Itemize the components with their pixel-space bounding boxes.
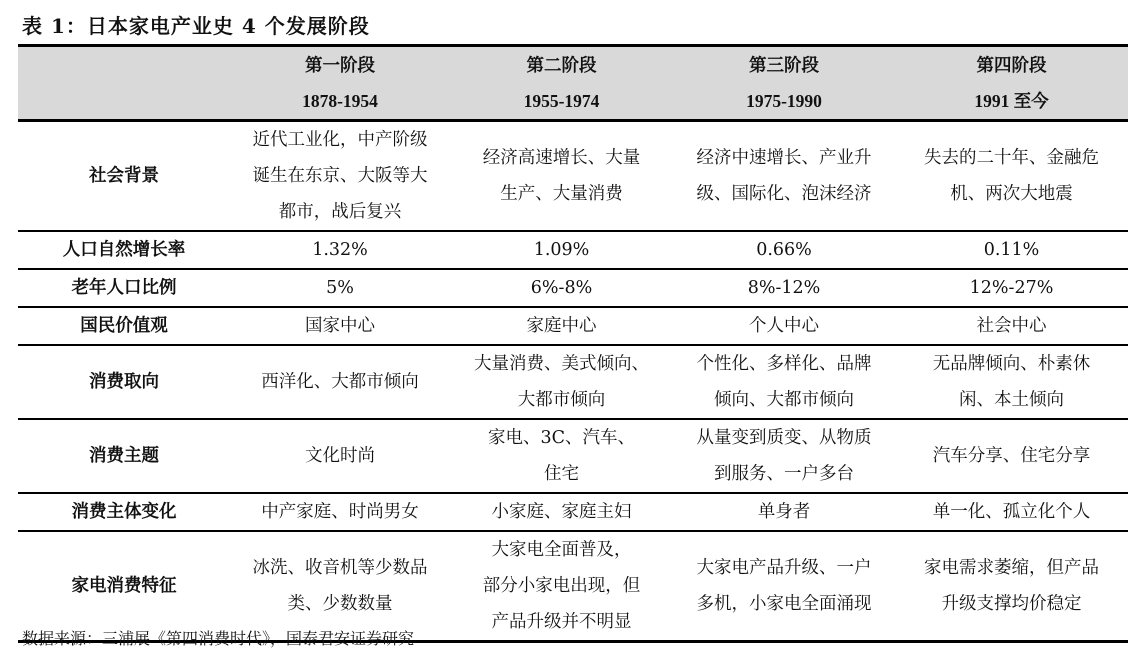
row-label: 家电消费特征: [71, 576, 177, 596]
table-cell: [450, 345, 673, 419]
header-row-stage: [18, 46, 1128, 84]
table-cell: [450, 307, 673, 345]
cell-line: 无品牌倾向、朴素休: [932, 354, 1091, 374]
table-cell: [230, 269, 450, 307]
cell-line: 西洋化、大都市倾向: [261, 372, 419, 392]
stage-name: 第二阶段: [526, 55, 597, 75]
cell-line: 住宅: [544, 464, 579, 484]
table-cell: [895, 231, 1128, 269]
cell-line: 国家中心: [305, 316, 375, 336]
stage-name: 第一阶段: [305, 55, 375, 75]
cell-line: 近代工业化，中产阶级: [252, 130, 428, 150]
table-cell: [450, 531, 673, 642]
stage-period: 1955-1974: [523, 91, 600, 111]
table-cell: [450, 493, 673, 531]
cell-line: 机、两次大地震: [950, 184, 1073, 204]
header-corner: [18, 83, 230, 121]
table-cell: [895, 269, 1128, 307]
table-cell: [230, 307, 450, 345]
table-cell: [230, 231, 450, 269]
cell-line: 升级支撑均价稳定: [941, 594, 1082, 614]
row-label: 人口自然增长率: [62, 240, 186, 260]
row-label: 消费取向: [89, 372, 159, 392]
row-label: 老年人口比例: [71, 278, 177, 298]
cell-line: 家电、3C、汽车、: [487, 428, 636, 448]
table-row: [18, 531, 1128, 642]
cell-line: 中产家庭、时尚男女: [261, 502, 419, 522]
table-cell: [895, 121, 1128, 232]
cell-line: 多机，小家电全面涌现: [696, 594, 872, 614]
cell-line: 生产、大量消费: [500, 184, 623, 204]
cell-line: 小家庭、家庭主妇: [491, 502, 632, 522]
cell-line: 倾向、大都市倾向: [714, 390, 854, 410]
cell-line: 单身者: [757, 502, 811, 522]
table-cell: [230, 493, 450, 531]
table-cell: [895, 307, 1128, 345]
table-row: [18, 121, 1128, 232]
cell-line: 家庭中心: [526, 316, 597, 336]
cell-line: 失去的二十年、金融危: [924, 148, 1099, 168]
header-row-period: [18, 83, 1128, 121]
table-title: 表 1：日本家电产业史 4 个发展阶段: [22, 14, 370, 38]
table-row: [18, 269, 1128, 307]
table-cell: [895, 345, 1128, 419]
table-cell: [230, 419, 450, 493]
cell-line: 社会中心: [976, 316, 1047, 336]
stage-name: 第三阶段: [749, 55, 819, 75]
table-row: [18, 419, 1128, 493]
cell-line: 个人中心: [749, 316, 819, 336]
stage-name: 第四阶段: [976, 55, 1047, 75]
cell-line: 闲、本土倾向: [959, 390, 1064, 410]
cell-line: 0.66%: [756, 240, 812, 260]
table-cell: [673, 121, 895, 232]
table-cell: [230, 345, 450, 419]
cell-line: 文化时尚: [305, 446, 375, 466]
cell-line: 级、国际化、泡沫经济: [696, 184, 872, 204]
table-row: [18, 307, 1128, 345]
cell-line: 1.09%: [533, 240, 590, 260]
cell-line: 个性化、多样化、品牌: [696, 354, 872, 374]
cell-line: 家电需求萎缩，但产品: [924, 558, 1099, 578]
cell-line: 汽车分享、住宅分享: [932, 446, 1091, 466]
table-cell: [230, 121, 450, 232]
row-label: 社会背景: [89, 166, 159, 186]
table-cell: [673, 231, 895, 269]
cell-line: 从量变到质变、从物质: [696, 428, 872, 448]
table-cell: [673, 269, 895, 307]
table-cell: [895, 419, 1128, 493]
stage-period: 1975-1990: [746, 91, 822, 111]
cell-line: 大家电产品升级、一户: [696, 558, 872, 578]
stages-table: [18, 44, 1128, 643]
table-cell: [230, 531, 450, 642]
stage-period: 1878-1954: [302, 91, 378, 111]
row-label: 国民价值观: [80, 316, 168, 336]
cell-line: 部分小家电出现，但: [482, 576, 641, 596]
cell-line: 5%: [326, 278, 354, 298]
table-cell: [895, 493, 1128, 531]
stage-period: 1991 至今: [974, 91, 1049, 111]
row-label: 消费主题: [89, 446, 159, 466]
table-cell: [450, 231, 673, 269]
cell-line: 1.32%: [312, 240, 368, 260]
header-corner: [18, 46, 230, 84]
cell-line: 大量消费、美式倾向、: [474, 354, 649, 374]
cell-line: 诞生在东京、大阪等大: [252, 166, 428, 186]
cell-line: 大家电全面普及，: [491, 540, 632, 560]
table-cell: [895, 531, 1128, 642]
table-row: [18, 493, 1128, 531]
cell-line: 6%-8%: [530, 278, 593, 298]
table-cell: [673, 531, 895, 642]
table-cell: [450, 121, 673, 232]
cell-line: 12%-27%: [969, 278, 1054, 298]
table-row: [18, 345, 1128, 419]
row-label: 消费主体变化: [71, 502, 177, 522]
table-cell: [673, 345, 895, 419]
cell-line: 经济中速增长、产业升: [696, 148, 872, 168]
table-cell: [673, 307, 895, 345]
cell-line: 到服务、一户多台: [714, 464, 854, 484]
cell-line: 都市，战后复兴: [278, 202, 402, 222]
table-row: [18, 231, 1128, 269]
table-cell: [450, 419, 673, 493]
cell-line: 大都市倾向: [517, 390, 606, 410]
cell-line: 8%-12%: [747, 278, 821, 298]
table-cell: [673, 419, 895, 493]
cell-line: 冰洗、收音机等少数品: [252, 558, 428, 578]
cell-line: 类、少数数量: [287, 594, 393, 614]
cell-line: 经济高速增长、大量: [482, 148, 641, 168]
cell-line: 单一化、孤立化个人: [932, 502, 1091, 522]
cell-line: 0.11%: [983, 240, 1040, 260]
table-cell: [450, 269, 673, 307]
table-cell: [673, 493, 895, 531]
cell-line: 产品升级并不明显: [491, 612, 632, 632]
source-note: 数据来源：三浦展《第四消费时代》，国泰君安证券研究: [22, 629, 415, 648]
